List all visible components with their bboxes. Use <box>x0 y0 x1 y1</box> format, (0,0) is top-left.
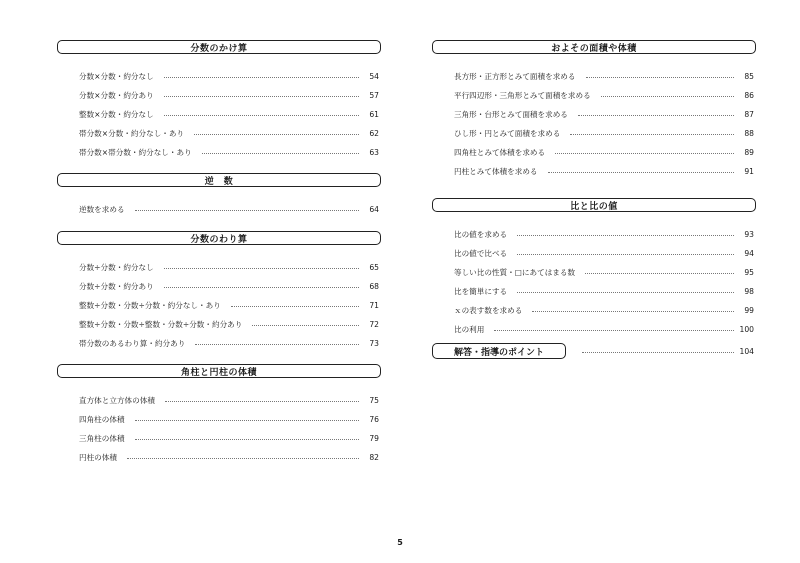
dot-leader <box>164 77 359 78</box>
toc-entry[interactable] <box>57 143 381 162</box>
toc-entry-label: ｘの表す数を求める <box>454 306 523 315</box>
toc-entry-label: 三角形・台形とみて面積を求める <box>454 110 568 119</box>
dot-leader <box>195 344 359 345</box>
toc-left-column <box>57 40 381 467</box>
toc-entry-page: 88 <box>744 129 754 138</box>
toc-entry[interactable] <box>432 105 756 124</box>
toc-entry-label: 等しい比の性質・□にあてはまる数 <box>454 268 576 277</box>
toc-entry[interactable] <box>57 334 381 353</box>
toc-entry[interactable] <box>432 225 756 244</box>
section-ratio <box>432 198 756 339</box>
toc-entry-label: 分数÷分数・約分あり <box>79 282 154 291</box>
dot-leader <box>194 134 359 135</box>
toc-entry-label: 整数÷分数・分数÷整数・分数÷分数・約分あり <box>79 320 243 329</box>
section-title: 分数のわり算 <box>57 231 381 245</box>
toc-entry-label: 帯分数×帯分数・約分なし・あり <box>79 148 192 157</box>
dot-leader <box>532 311 734 312</box>
section-title: 逆 数 <box>57 173 381 187</box>
toc-list <box>57 67 381 162</box>
toc-entry-page: 68 <box>369 282 379 291</box>
toc-list <box>57 391 381 467</box>
dot-leader <box>252 325 359 326</box>
dot-leader <box>202 153 359 154</box>
toc-entry-label: 三角柱の体積 <box>79 434 125 443</box>
toc-entry-page: 98 <box>744 287 754 296</box>
section-fraction-division <box>57 231 381 353</box>
toc-entry[interactable] <box>57 277 381 296</box>
dot-leader <box>555 153 734 154</box>
toc-entry[interactable] <box>432 263 756 282</box>
toc-entry-page: 99 <box>744 306 754 315</box>
toc-entry-page: 76 <box>369 415 379 424</box>
toc-entry-page: 85 <box>744 72 754 81</box>
toc-entry[interactable] <box>432 244 756 263</box>
toc-entry-page: 63 <box>369 148 379 157</box>
toc-entry-label: 長方形・正方形とみて面積を求める <box>454 72 576 81</box>
dot-leader <box>578 115 734 116</box>
dot-leader <box>165 401 359 402</box>
dot-leader <box>517 292 734 293</box>
toc-entry-label: 整数÷分数・分数÷分数・約分なし・あり <box>79 301 221 310</box>
toc-list <box>57 258 381 353</box>
toc-entry[interactable] <box>57 391 381 410</box>
toc-entry[interactable] <box>57 410 381 429</box>
answers-page: 104 <box>739 346 754 356</box>
toc-entry-page: 100 <box>739 325 754 334</box>
toc-entry-label: 比の利用 <box>454 325 485 334</box>
dot-leader <box>570 134 734 135</box>
toc-entry[interactable] <box>432 162 756 181</box>
answers-entry[interactable] <box>432 343 756 359</box>
toc-entry-page: 89 <box>744 148 754 157</box>
toc-entry-label: 分数÷分数・約分なし <box>79 263 154 272</box>
section-title: およその面積や体積 <box>432 40 756 54</box>
dot-leader <box>582 352 734 353</box>
toc-entry[interactable] <box>432 320 756 339</box>
toc-entry[interactable] <box>432 143 756 162</box>
toc-list <box>432 67 756 181</box>
toc-entry[interactable] <box>432 86 756 105</box>
toc-entry-label: 四角柱の体積 <box>79 415 125 424</box>
dot-leader <box>127 458 359 459</box>
section-reciprocal <box>57 173 381 219</box>
toc-entry-page: 87 <box>744 110 754 119</box>
toc-entry-label: 帯分数のあるわり算・約分あり <box>79 339 186 348</box>
toc-entry-label: ひし形・円とみて面積を求める <box>454 129 561 138</box>
toc-entry[interactable] <box>57 105 381 124</box>
toc-entry-page: 71 <box>369 301 379 310</box>
section-title: 角柱と円柱の体積 <box>57 364 381 378</box>
toc-entry-label: 比を簡単にする <box>454 287 508 296</box>
section-prism-cylinder-volume <box>57 364 381 467</box>
toc-entry[interactable] <box>57 67 381 86</box>
toc-entry[interactable] <box>432 301 756 320</box>
toc-list <box>57 200 381 219</box>
section-title: 分数のかけ算 <box>57 40 381 54</box>
toc-entry-label: 分数×分数・約分あり <box>79 91 154 100</box>
toc-entry-page: 86 <box>744 91 754 100</box>
toc-entry-page: 79 <box>369 434 379 443</box>
dot-leader <box>231 306 359 307</box>
dot-leader <box>586 77 735 78</box>
dot-leader <box>517 254 734 255</box>
toc-entry[interactable] <box>57 448 381 467</box>
toc-entry-label: 円柱とみて体積を求める <box>454 167 538 176</box>
dot-leader <box>164 115 359 116</box>
answers-title: 解答・指導のポイント <box>432 343 566 359</box>
dot-leader <box>585 273 734 274</box>
dot-leader <box>135 210 359 211</box>
toc-entry-label: 分数×分数・約分なし <box>79 72 154 81</box>
toc-entry-label: 円柱の体積 <box>79 453 117 462</box>
toc-entry-page: 61 <box>369 110 379 119</box>
toc-entry-page: 82 <box>369 453 379 462</box>
toc-list <box>432 225 756 339</box>
toc-entry-page: 72 <box>369 320 379 329</box>
section-fraction-multiplication <box>57 40 381 162</box>
toc-entry[interactable] <box>57 200 381 219</box>
toc-entry[interactable] <box>432 67 756 86</box>
toc-entry-label: 逆数を求める <box>79 205 125 214</box>
toc-entry[interactable] <box>57 429 381 448</box>
dot-leader <box>135 420 359 421</box>
dot-leader <box>164 96 359 97</box>
toc-entry-page: 57 <box>369 91 379 100</box>
section-approximate-area-volume <box>432 40 756 181</box>
toc-entry[interactable] <box>57 258 381 277</box>
toc-entry-label: 四角柱とみて体積を求める <box>454 148 546 157</box>
toc-entry-page: 91 <box>744 167 754 176</box>
toc-entry-label: 比の値を求める <box>454 230 508 239</box>
toc-entry[interactable] <box>432 282 756 301</box>
dot-leader <box>548 172 734 173</box>
section-title: 比と比の値 <box>432 198 756 212</box>
dot-leader <box>494 330 733 331</box>
toc-entry-page: 65 <box>369 263 379 272</box>
page-number: 5 <box>397 538 403 547</box>
toc-entry-label: 平行四辺形・三角形とみて面積を求める <box>454 91 591 100</box>
toc-entry[interactable] <box>57 315 381 334</box>
dot-leader <box>517 235 734 236</box>
toc-right-column <box>432 40 756 359</box>
toc-entry-page: 54 <box>369 72 379 81</box>
toc-entry[interactable] <box>57 124 381 143</box>
toc-entry-page: 93 <box>744 230 754 239</box>
toc-entry-page: 75 <box>369 396 379 405</box>
toc-entry-page: 95 <box>744 268 754 277</box>
toc-entry-label: 直方体と立方体の体積 <box>79 396 155 405</box>
toc-entry-page: 62 <box>369 129 379 138</box>
dot-leader <box>601 96 734 97</box>
toc-entry[interactable] <box>432 124 756 143</box>
toc-entry-page: 73 <box>369 339 379 348</box>
dot-leader <box>164 268 359 269</box>
toc-entry[interactable] <box>57 86 381 105</box>
dot-leader <box>135 439 359 440</box>
toc-entry[interactable] <box>57 296 381 315</box>
toc-entry-page: 64 <box>369 205 379 214</box>
toc-entry-page: 94 <box>744 249 754 258</box>
toc-entry-label: 整数×分数・約分なし <box>79 110 154 119</box>
toc-entry-label: 帯分数×分数・約分なし・あり <box>79 129 185 138</box>
dot-leader <box>164 287 359 288</box>
toc-entry-label: 比の値で比べる <box>454 249 508 258</box>
